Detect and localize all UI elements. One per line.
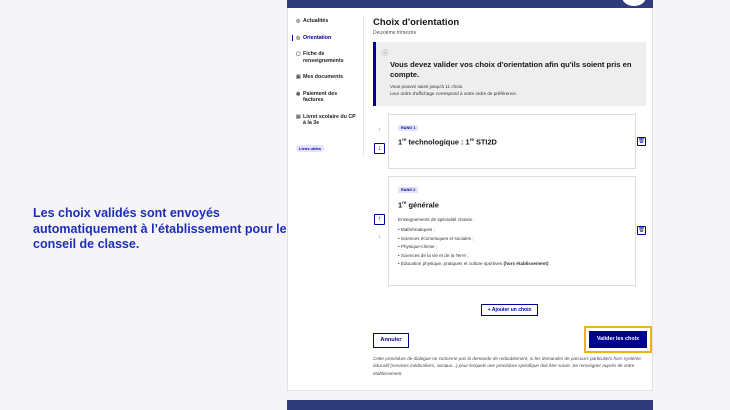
choice-card-1 (388, 114, 636, 169)
choice-title: 1re technologique : 1re STI2D (398, 137, 497, 147)
move-down-icon[interactable]: ↓ (377, 233, 382, 240)
alert-text: Leur ordre d'affichage correspond à votre ordre de préférence. (390, 91, 517, 96)
footer-bar (287, 400, 653, 410)
alert-text: Vous pouvez saisir jusqu'à 11 choix. (390, 84, 464, 89)
add-choice-button[interactable]: + Ajouter un choix (481, 304, 538, 316)
sidebar-item-label: Fiche de renseignements (303, 51, 344, 64)
sidebar-item-documents[interactable] (296, 74, 358, 81)
useful-links-tag[interactable]: Liens utiles (296, 145, 324, 152)
documents-icon: ▣ (296, 74, 301, 80)
sidebar-item-label: Actualités (303, 18, 329, 24)
list-item: • Sciences de la vie et de la Terre ; (398, 252, 469, 258)
payment-icon: ◉ (296, 90, 301, 97)
move-up-icon[interactable]: ↑ (377, 127, 382, 134)
validate-choices-button[interactable]: Valider les choix (589, 331, 647, 348)
page-subtitle: Deuxième trimestre (373, 30, 417, 36)
sidebar-item-paiement[interactable] (296, 91, 358, 104)
header-bar (287, 0, 653, 8)
list-item: • Éducation physique, pratiques et culture sportives (hors établissement) . (398, 261, 552, 266)
alert-heading: Vous devez valider vos choix d'orientation afin qu'ils soient pris en compte. (390, 60, 632, 79)
move-down-icon[interactable]: ↓ (374, 143, 385, 154)
list-item: • Sciences économiques et sociales ; (398, 235, 474, 241)
sidebar-item-livret[interactable] (296, 114, 358, 127)
specialties-intro: Enseignements de spécialité choisis : (398, 217, 475, 222)
info-icon: ⓘ (382, 51, 389, 57)
form-icon: ▢ (296, 51, 301, 57)
sidebar-item-fiche[interactable] (296, 51, 358, 64)
list-item: • Mathématiques ; (398, 227, 435, 232)
sidebar-item-label: Mes documents (303, 74, 344, 80)
sidebar-item-orientation[interactable] (292, 35, 358, 42)
list-item: • Physique-chimie ; (398, 244, 438, 249)
slide-caption: Les choix validés sont envoyés automatiquement à l’établissement pour le conseil de classe. (33, 206, 287, 251)
page-title: Choix d'orientation (373, 17, 460, 28)
footnote: Cette procédure de dialogue ne concerne pas la demande de redoublement, ni les demandes de parcours particuliers hors système éducatif (services médicalisés, sociaux...) pour lesquels une procédure spécifique doit être suivie. Se renseigner auprès de votre établissement. (373, 356, 641, 376)
sidebar (296, 18, 358, 155)
choice-card-2 (388, 176, 636, 286)
booklet-icon: ▤ (296, 113, 301, 120)
cancel-button[interactable]: Annuler (373, 333, 409, 348)
specialties-list (398, 227, 551, 270)
news-icon: ◎ (296, 18, 301, 24)
move-up-icon[interactable]: ↑ (374, 214, 385, 225)
rank-badge: RANG 1 (398, 125, 418, 131)
choice-title: 1re générale (398, 200, 439, 210)
orientation-icon: ◎ (296, 34, 301, 41)
rank-badge: RANG 2 (398, 187, 418, 193)
sidebar-item-label: Paiement des factures (303, 90, 338, 103)
sidebar-item-actualites[interactable] (296, 18, 358, 25)
sidebar-item-label: Orientation (303, 34, 332, 41)
info-alert (373, 42, 646, 106)
delete-icon[interactable]: 🗑 (638, 227, 645, 233)
sidebar-divider (363, 16, 364, 156)
sidebar-item-label: Livret scolaire du CP à la 3e (303, 113, 356, 126)
delete-icon[interactable]: 🗑 (638, 138, 645, 144)
